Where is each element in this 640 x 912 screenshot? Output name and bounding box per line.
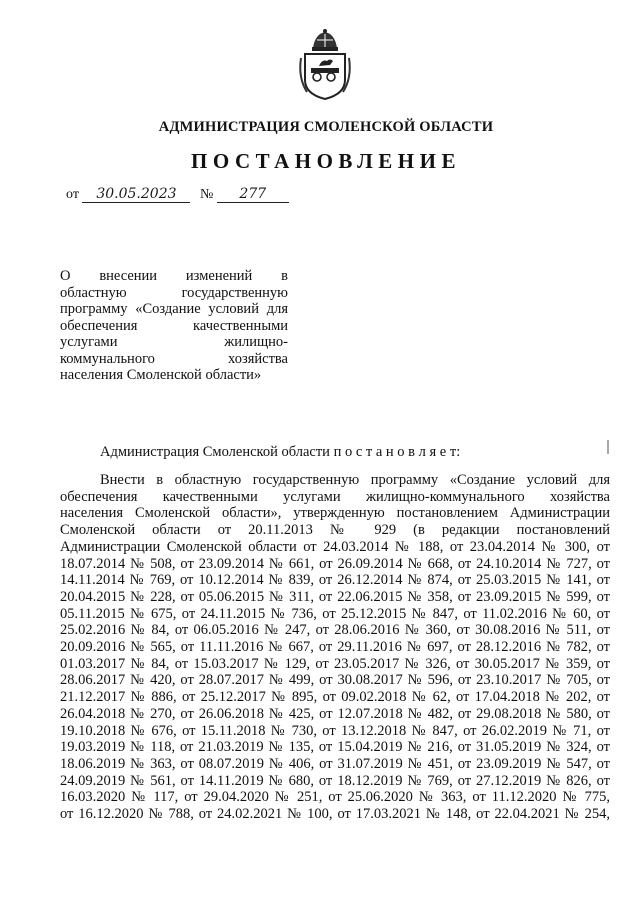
coat-of-arms-icon [295,28,355,102]
body-line: Внести в областную государственную программу «Создание условий для [100,472,610,488]
number-field: 277 [217,186,289,203]
body-line: Смоленской области от 20.11.2013 № 929 (в редакции постановлений [60,522,610,539]
body-line: 26.04.2018 № 270, от 26.06.2018 № 425, от 12.07.2018 № 482, от 29.08.2018 № 580, от [60,705,610,722]
body-line: 20.09.2016 № 565, от 11.11.2016 № 667, от 29.11.2016 № 697, от 28.12.2016 № 782, от [60,639,610,656]
subject-line: услугами жилищно- [60,334,288,350]
body-line: 01.03.2017 № 84, от 15.03.2017 № 129, от 23.05.2017 № 326, от 30.05.2017 № 359, от [60,655,610,672]
body-line: 14.11.2014 № 769, от 10.12.2014 № 839, от 26.12.2014 № 874, от 25.03.2015 № 141, от [60,572,610,589]
preamble: Администрация Смоленской области п о с т а н о в л я е т: [100,444,461,460]
date-prefix: от [66,187,79,202]
body-line: 25.02.2016 № 84, от 06.05.2016 № 247, от 28.06.2016 № 360, от 30.08.2016 № 511, от [60,622,610,639]
body-line: 21.12.2017 № 886, от 25.12.2017 № 895, от 09.02.2018 № 62, от 17.04.2018 № 202, от [60,689,610,706]
number-prefix: № [199,187,214,202]
body-line: 19.10.2018 № 676, от 15.11.2018 № 730, от 13.12.2018 № 847, от 26.02.2019 № 71, от [60,722,610,739]
subject-line: обеспечения качественными [60,317,288,334]
body-paragraph [60,472,610,823]
body-line: 24.09.2019 № 561, от 14.11.2019 № 680, от 18.12.2019 № 769, от 27.12.2019 № 826, от [60,772,610,789]
body-line: 20.04.2015 № 228, от 05.06.2015 № 311, от 22.06.2015 № 358, от 23.09.2015 № 599, от [60,588,610,605]
date-field: 30.05.2023 [82,186,190,203]
body-line: 16.03.2020 № 117, от 29.04.2020 № 251, от 25.06.2020 № 363, от 11.12.2020 № 775, [60,789,610,806]
body-line: 18.06.2019 № 363, от 08.07.2019 № 406, от 31.07.2019 № 451, от 23.09.2019 № 547, от [60,755,610,772]
body-line: населения Смоленской области», утвержденную постановлением Администрации [60,505,610,522]
body-line: 18.07.2014 № 508, от 23.09.2014 № 661, от 26.09.2014 № 668, от 24.10.2014 № 727, от [60,555,610,572]
date-number-line [66,186,289,203]
subject-line: О внесении изменений в [60,268,288,284]
subject-line: программу «Создание условий для [60,301,288,317]
body-line: от 16.12.2020 № 788, от 24.02.2021 № 100, от 17.03.2021 № 148, от 22.04.2021 № 254, [60,806,610,823]
body-line: Администрации Смоленской области от 24.03.2014 № 188, от 23.04.2014 № 300, от [60,538,610,555]
body-line: 28.06.2017 № 420, от 28.07.2017 № 499, от 30.08.2017 № 596, от 23.10.2017 № 705, от [60,672,610,689]
body-line: обеспечения качественными услугами жилищно-коммунального хозяйства [60,488,610,505]
body-line: 19.03.2019 № 118, от 21.03.2019 № 135, от 15.04.2019 № 216, от 31.05.2019 № 324, от [60,739,610,756]
document-type-title: ПОСТАНОВЛЕНИЕ [191,149,461,173]
subject-line: коммунального хозяйства [60,350,288,367]
subject-line: областную государственную [60,284,288,301]
margin-mark-icon [604,440,612,454]
subject-block [60,268,288,384]
organization-name: АДМИНИСТРАЦИЯ СМОЛЕНСКОЙ ОБЛАСТИ [158,119,494,135]
body-line: 05.11.2015 № 675, от 24.11.2015 № 736, от 25.12.2015 № 847, от 11.02.2016 № 60, от [60,605,610,622]
subject-line: населения Смоленской области» [60,367,262,383]
